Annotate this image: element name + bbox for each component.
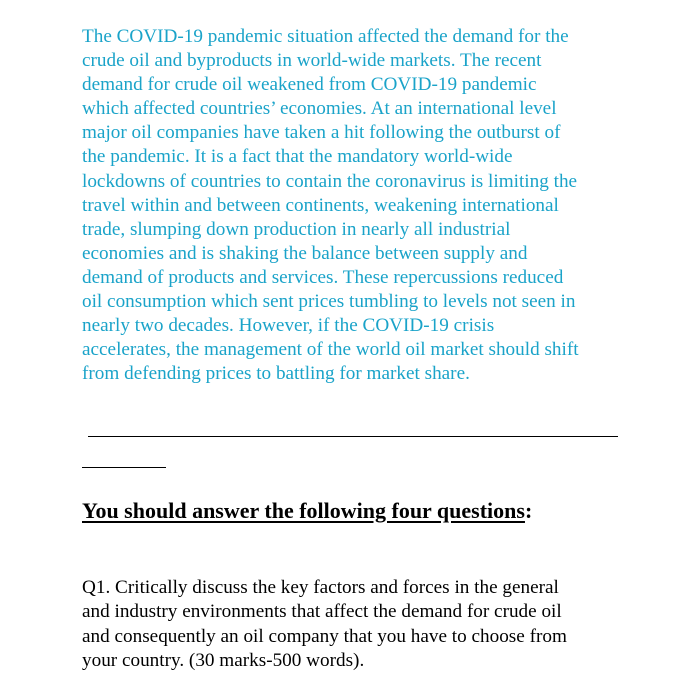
instructions-heading [82,498,532,524]
divider-line-long [88,436,618,437]
question-1: Q1. Critically discuss the key factors and forces in the general and industry environments that affect the demand for crude oil and consequently an oil company that you have to choose from your country. (30 marks-500 words). [82,577,567,671]
instructions-heading-text: You should answer the following four questions [82,498,525,523]
instructions-heading-colon: : [524,498,533,523]
divider-line-short [82,467,166,468]
context-passage: The COVID-19 pandemic situation affected the demand for the crude oil and byproducts in world-wide markets. The recent demand for crude oil weakened from COVID-19 pandemic which affected countries’ economies. At an international level major oil companies have taken a hit following the outburst of the pandemic. It is a fact that the mandatory world-wide lockdowns of countries to contain the coronavirus is limiting the travel within and between continents, weakening international trade, slumping down production in nearly all industrial economies and is shaking the balance between supply and demand of products and services. These repercussions reduced oil consumption which sent prices tumbling to levels not seen in nearly two decades. However, if the COVID-19 crisis accelerates, the management of the world oil market should shift from defending prices to battling for market share. [82,26,579,385]
